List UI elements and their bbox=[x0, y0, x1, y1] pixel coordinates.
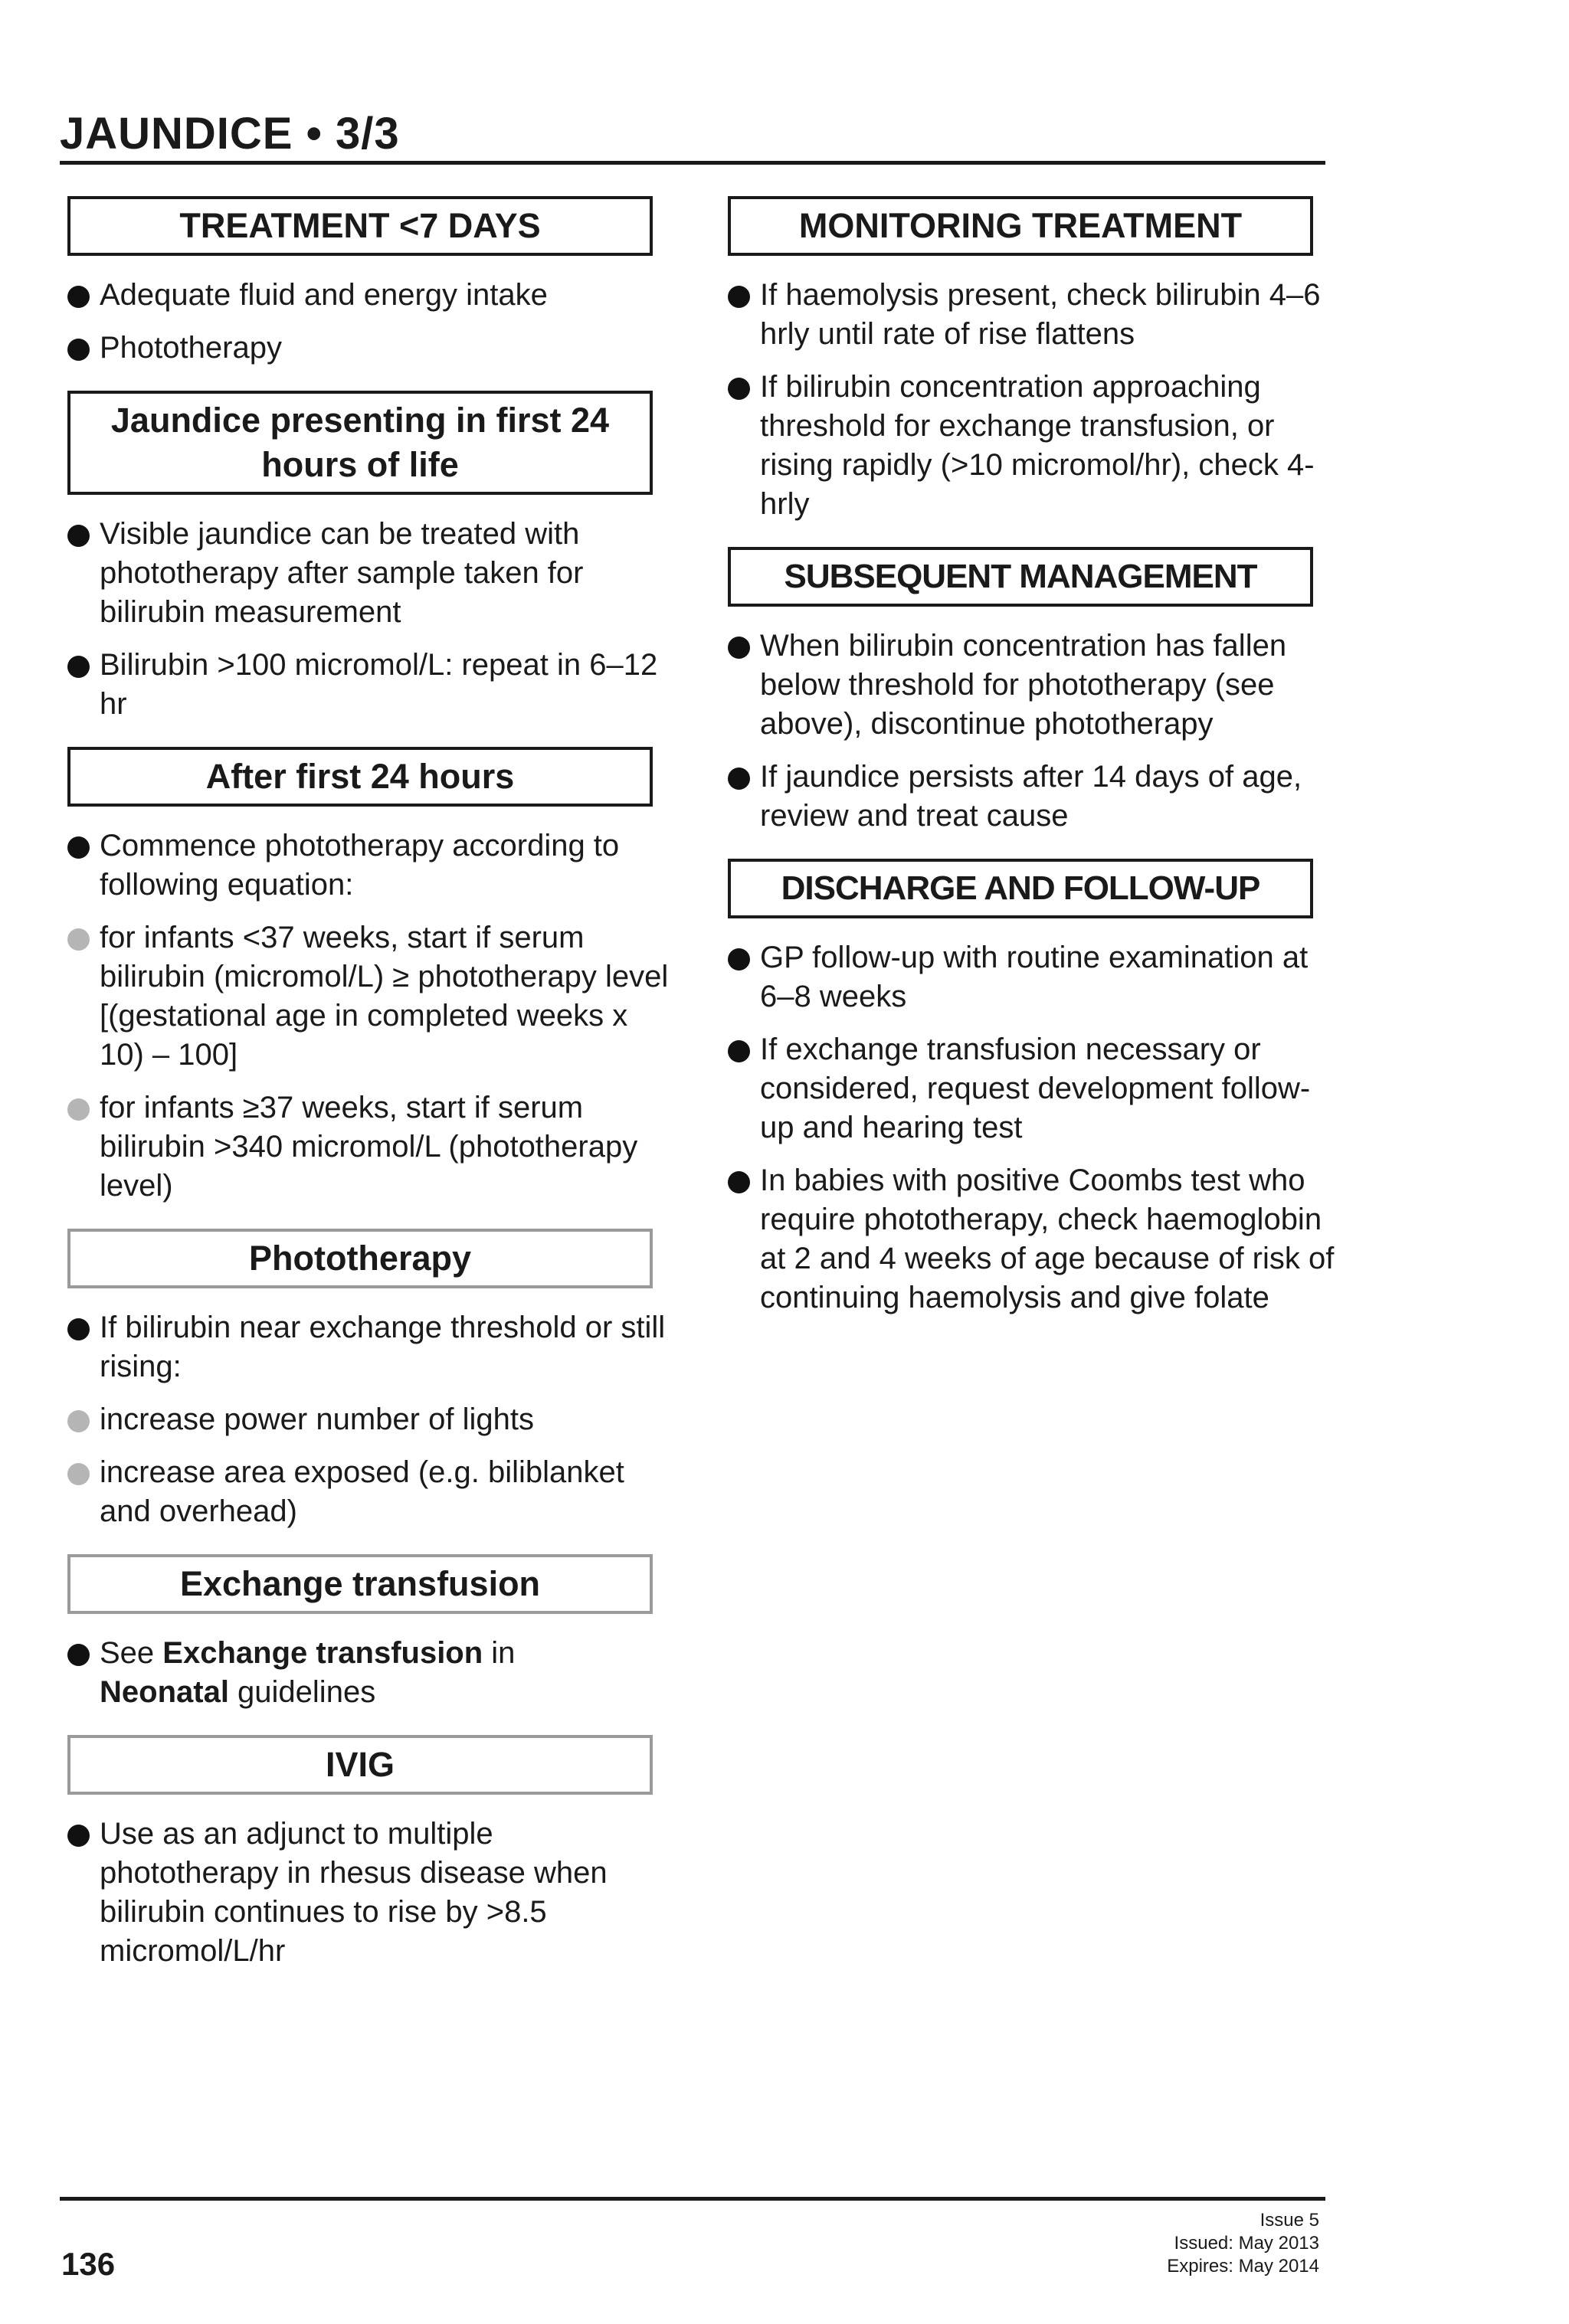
issue-info bbox=[1167, 2209, 1319, 2278]
section-heading-first-24-hours: Jaundice presenting in first 24 hours of life bbox=[67, 391, 653, 495]
section-heading-phototherapy: Phototherapy bbox=[67, 1229, 653, 1288]
section-heading-discharge: DISCHARGE AND FOLLOW-UP bbox=[728, 859, 1313, 918]
expiry-date: Expires: May 2014 bbox=[1167, 2256, 1319, 2277]
page-number: 136 bbox=[61, 2246, 116, 2282]
list-item: GP follow-up with routine examination at 6–8 weeks bbox=[728, 938, 1341, 1016]
bullet-icon bbox=[67, 339, 90, 361]
sub-list-item: for infants <37 weeks, start if serum bilirubin (micromol/L) ≥ phototherapy level [(gestational age in completed weeks x 10) – 100] bbox=[67, 918, 680, 1075]
bullet-icon bbox=[728, 378, 750, 400]
list-item: Commence phototherapy according to following equation: bbox=[67, 826, 680, 905]
title-rule bbox=[60, 161, 1325, 165]
page-title: JAUNDICE • 3/3 bbox=[60, 109, 400, 159]
guideline-link-text: Exchange transfusion bbox=[162, 1636, 483, 1670]
sub-bullet-icon bbox=[67, 1098, 90, 1121]
sub-bullet-icon bbox=[67, 1463, 90, 1485]
list-item: If haemolysis present, check bilirubin 4–6 hrly until rate of rise flattens bbox=[728, 276, 1341, 354]
list-item: If jaundice persists after 14 days of age, review and treat cause bbox=[728, 758, 1341, 836]
sub-bullet-icon bbox=[67, 928, 90, 951]
issued-date: Issued: May 2013 bbox=[1174, 2233, 1319, 2254]
section-heading-exchange-transfusion: Exchange transfusion bbox=[67, 1554, 653, 1614]
bullet-icon bbox=[67, 836, 90, 859]
bullet-icon bbox=[728, 286, 750, 308]
issue-number: Issue 5 bbox=[1259, 2210, 1319, 2231]
sub-list-item: for infants ≥37 weeks, start if serum bilirubin >340 micromol/L (phototherapy level) bbox=[67, 1088, 680, 1206]
footer-rule bbox=[60, 2197, 1325, 2201]
sub-bullet-icon bbox=[67, 1410, 90, 1432]
bullet-icon bbox=[67, 1644, 90, 1666]
bullet-icon bbox=[728, 768, 750, 790]
bullet-icon bbox=[728, 1171, 750, 1193]
bullet-icon bbox=[728, 637, 750, 659]
left-column bbox=[67, 196, 680, 1985]
bullet-icon bbox=[67, 1318, 90, 1340]
section-heading-ivig: IVIG bbox=[67, 1735, 653, 1795]
list-item: Adequate fluid and energy intake bbox=[67, 276, 680, 315]
bullet-icon bbox=[67, 525, 90, 547]
list-item: Visible jaundice can be treated with phototherapy after sample taken for bilirubin measurement bbox=[67, 515, 680, 632]
sub-list-item: increase area exposed (e.g. biliblanket and overhead) bbox=[67, 1453, 680, 1531]
bullet-icon bbox=[728, 1040, 750, 1062]
bullet-icon bbox=[67, 656, 90, 678]
list-item: Bilirubin >100 micromol/L: repeat in 6–12 hr bbox=[67, 646, 680, 724]
bullet-icon bbox=[67, 1825, 90, 1847]
list-item: In babies with positive Coombs test who require phototherapy, check haemoglobin at 2 and 4 weeks of age because of risk of continuing haemolysis and give folate bbox=[728, 1161, 1341, 1317]
list-item: When bilirubin concentration has fallen below threshold for phototherapy (see above), discontinue phototherapy bbox=[728, 627, 1341, 744]
sub-list-item: increase power number of lights bbox=[67, 1400, 680, 1439]
list-item: See Exchange transfusion in Neonatal guidelines bbox=[67, 1634, 680, 1712]
section-heading-subsequent-management: SUBSEQUENT MANAGEMENT bbox=[728, 547, 1313, 607]
section-heading-treatment: TREATMENT <7 DAYS bbox=[67, 196, 653, 256]
guideline-name: Neonatal bbox=[100, 1675, 229, 1709]
section-heading-monitoring-treatment: MONITORING TREATMENT bbox=[728, 196, 1313, 256]
list-item: Use as an adjunct to multiple phototherapy in rhesus disease when bilirubin continues to rise by >8.5 micromol/L/hr bbox=[67, 1815, 680, 1971]
list-item: If bilirubin concentration approaching threshold for exchange transfusion, or rising rapidly (>10 micromol/hr), check 4-hrly bbox=[728, 368, 1341, 524]
section-heading-after-24-hours: After first 24 hours bbox=[67, 747, 653, 807]
list-item: If exchange transfusion necessary or considered, request development follow-up and hearing test bbox=[728, 1030, 1341, 1147]
list-item: Phototherapy bbox=[67, 329, 680, 368]
bullet-icon bbox=[728, 948, 750, 971]
right-column bbox=[728, 196, 1341, 1331]
list-item: If bilirubin near exchange threshold or still rising: bbox=[67, 1308, 680, 1386]
bullet-icon bbox=[67, 286, 90, 308]
